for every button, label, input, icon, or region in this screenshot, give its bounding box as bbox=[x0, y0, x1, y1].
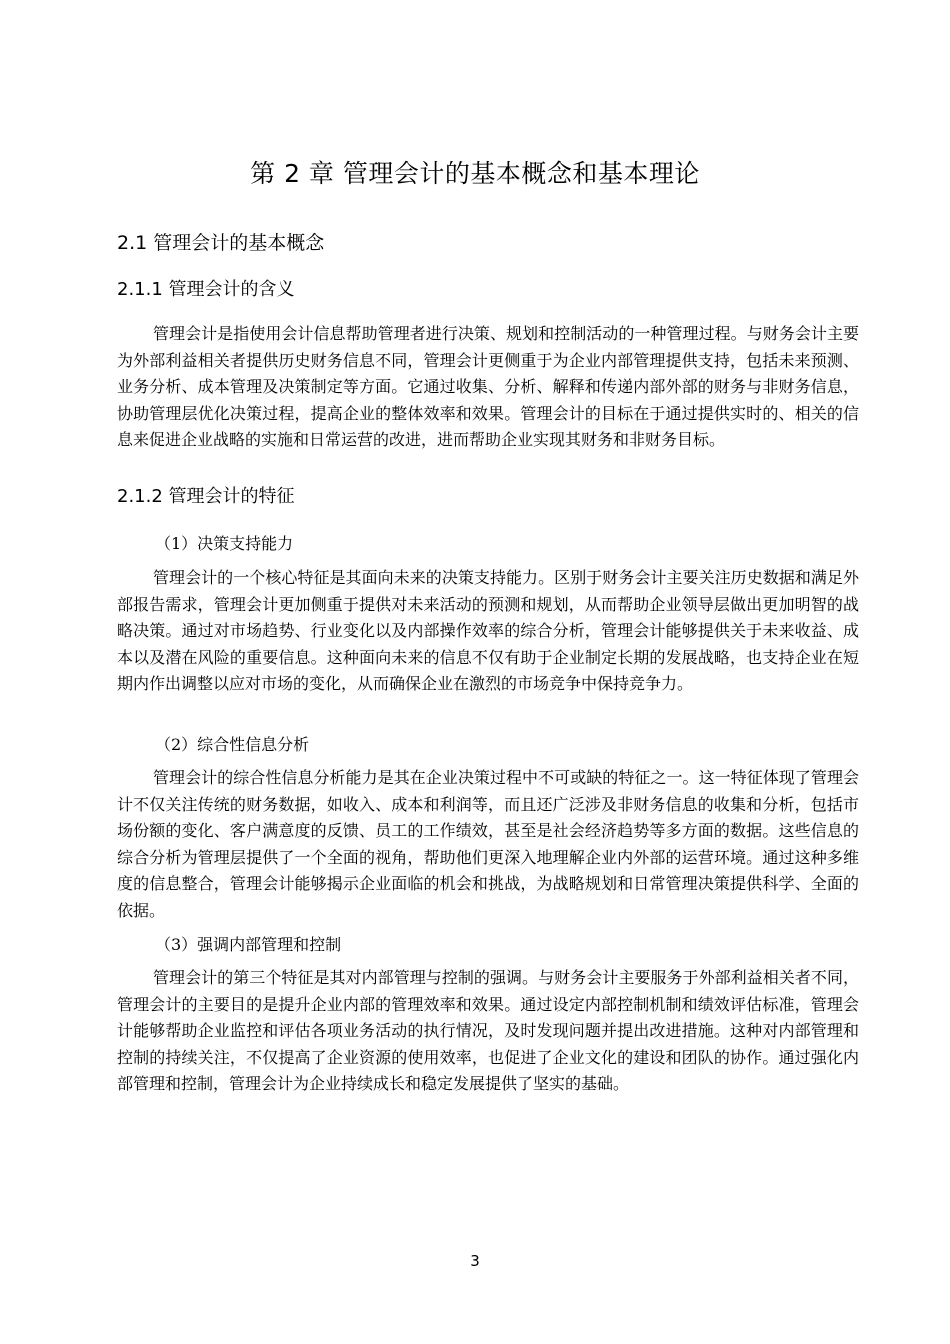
feature-heading-1: （1）决策支持能力 bbox=[155, 534, 294, 553]
feature-paragraph-3: 管理会计的第三个特征是其对内部管理与控制的强调。与财务会计主要服务于外部利益相关者不同，管理会计的主要目的是提升企业内部的管理效率和效果。通过设定内部控制机制和绩效评估标准，管理会计能够帮助企业监控和评估各项业务活动的执行情况，及时发现问题并提出改进措施。这种对内部管理和控制的持续关注，不仅提高了企业资源的使用效率，也促进了企业文化的建设和团队的协作。通过强化内部管理和控制，管理会计为企业持续成长和稳定发展提供了坚实的基础。 bbox=[117, 968, 859, 1093]
page-number: 3 bbox=[470, 1252, 480, 1270]
chapter-title: 第 2 章 管理会计的基本概念和基本理论 bbox=[250, 159, 700, 188]
feature-heading-3: （3）强调内部管理和控制 bbox=[155, 935, 342, 954]
feature-paragraph-2: 管理会计的综合性信息分析能力是其在企业决策过程中不可或缺的特征之一。这一特征体现了管理会计不仅关注传统的财务数据，如收入、成本和利润等，而且还广泛涉及非财务信息的收集和分析，包括市场份额的变化、客户满意度的反馈、员工的工作绩效，甚至是社会经济趋势等多方面的数据。这些信息的综合分析为管理层提供了一个全面的视角，帮助他们更深入地理解企业内外部的运营环境。通过这种多维度的信息整合，管理会计能够揭示企业面临的机会和挑战，为战略规划和日常管理决策提供科学、全面的依据。 bbox=[117, 768, 859, 920]
paragraph-meaning: 管理会计是指使用会计信息帮助管理者进行决策、规划和控制活动的一种管理过程。与财务会计主要为外部利益相关者提供历史财务信息不同，管理会计更侧重于为企业内部管理提供支持，包括未来预测、业务分析、成本管理及决策制定等方面。它通过收集、分析、解释和传递内部外部的财务与非财务信息，协助管理层优化决策过程，提高企业的整体效率和效果。管理会计的目标在于通过提供实时的、相关的信息来促进企业战略的实施和日常运营的改进，进而帮助企业实现其财务和非财务目标。 bbox=[117, 324, 859, 449]
section-title: 2.1 管理会计的基本概念 bbox=[117, 232, 325, 254]
subsection-title-features: 2.1.2 管理会计的特征 bbox=[117, 486, 295, 507]
feature-paragraph-1: 管理会计的一个核心特征是其面向未来的决策支持能力。区别于财务会计主要关注历史数据和满足外部报告需求，管理会计更加侧重于提供对未来活动的预测和规划，从而帮助企业领导层做出更加明智的战略决策。通过对市场趋势、行业变化以及内部操作效率的综合分析，管理会计能够提供关于未来收益、成本以及潜在风险的重要信息。这种面向未来的信息不仅有助于企业制定长期的发展战略，也支持企业在短期内作出调整以应对市场的变化，从而确保企业在激烈的市场竞争中保持竞争力。 bbox=[117, 568, 859, 693]
subsection-title-meaning: 2.1.1 管理会计的含义 bbox=[117, 279, 295, 300]
feature-heading-2: （2）综合性信息分析 bbox=[155, 735, 310, 754]
